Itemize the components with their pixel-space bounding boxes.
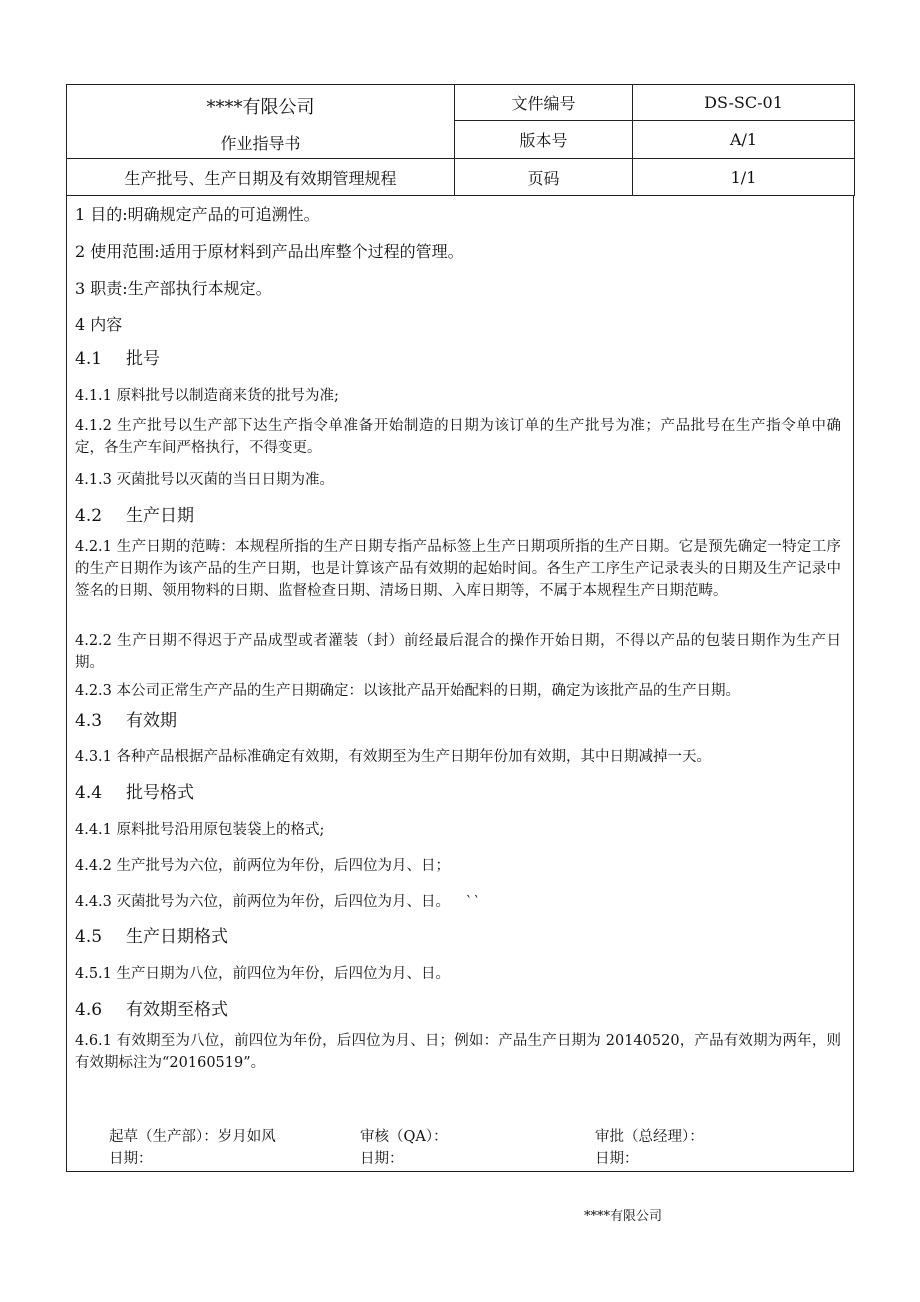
- section-title: 有效期: [126, 711, 178, 731]
- section-4-3-heading: [75, 710, 841, 732]
- version-value: A/1: [633, 121, 855, 159]
- section-4-2-heading: [75, 505, 841, 527]
- para-4-4-1: 4.4.1 原料批号沿用原包装袋上的格式;: [75, 822, 325, 838]
- header-company-cell: [67, 85, 455, 159]
- para-4-2-1: 4.2.1 生产日期的范畴：本规程所指的生产日期专指产品标签上生产日期项所指的生产日期。它是预先确定一特定工序的生产日期作为该产品的生产日期，也是计算该产品有效期的起始时间。各生产工序生产记录表头的日期及生产记录中签名的日期、领用物料的日期、监督检查日期、清场日期、入库日期等，不属于本规程生产日期范畴。: [75, 539, 841, 599]
- approve-date-label: 日期：: [595, 1151, 639, 1167]
- duty-line: 3 职责:生产部执行本规定。: [75, 279, 272, 298]
- draft-date-label: 日期：: [109, 1151, 153, 1167]
- section-number: 4.5: [75, 927, 103, 947]
- sign-approve: [595, 1126, 704, 1170]
- sign-review: [360, 1126, 448, 1170]
- sign-draft: [109, 1126, 276, 1170]
- section-number: 4.4: [75, 783, 103, 803]
- scope-line: 2 使用范围:适用于原材料到产品出库整个过程的管理。: [75, 242, 464, 261]
- approve-label: 审批（总经理）：: [595, 1129, 704, 1145]
- document-header-table: [66, 84, 855, 196]
- section-title: 生产日期格式: [126, 927, 229, 947]
- section-number: 4.2: [75, 506, 103, 526]
- company-name: ****有限公司: [206, 97, 315, 118]
- para-4-4-3-line: [75, 891, 841, 913]
- purpose-line: 1 目的:明确规定产品的可追溯性。: [75, 205, 320, 224]
- document-type: 作业指导书: [220, 134, 301, 153]
- stray-marks: ‵ ‵: [466, 894, 478, 910]
- section-4-4-heading: [75, 782, 841, 804]
- page-value: 1/1: [633, 159, 855, 196]
- section-4-5-heading: [75, 926, 841, 948]
- doc-no-label: 文件编号: [455, 85, 633, 121]
- para-4-2-2: 4.2.2 生产日期不得迟于产品成型或者灌装（封）前经最后混合的操作开始日期，不得以产品的包装日期作为生产日期。: [75, 633, 841, 671]
- review-label: 审核（QA）：: [360, 1129, 448, 1145]
- section-number: 4.1: [75, 349, 103, 369]
- para-4-5-1: 4.5.1 生产日期为八位，前四位为年份，后四位为月、日。: [75, 966, 451, 982]
- document-body: [66, 196, 854, 1172]
- section-title: 批号格式: [126, 783, 195, 803]
- draft-label: 起草（生产部）：岁月如风: [109, 1129, 276, 1145]
- para-4-2-3: 4.2.3 本公司正常生产产品的生产日期确定：以该批产品开始配料的日期，确定为该批产品的生产日期。: [75, 683, 740, 699]
- content-title: 4 内容: [75, 315, 123, 334]
- section-number: 4.3: [75, 711, 103, 731]
- para-4-3-1: 4.3.1 各种产品根据产品标准确定有效期，有效期至为生产日期年份加有效期，其中日期减掉一天。: [75, 749, 711, 765]
- section-title: 批号: [126, 349, 161, 369]
- section-number: 4.6: [75, 1000, 103, 1020]
- review-date-label: 日期：: [360, 1151, 404, 1167]
- para-4-4-3: 4.4.3 灭菌批号为六位，前两位为年份，后四位为月、日。: [75, 894, 451, 910]
- doc-no-value: DS-SC-01: [633, 85, 855, 121]
- page-label: 页码: [455, 159, 633, 196]
- section-title: 生产日期: [126, 506, 195, 526]
- para-4-1-1: 4.1.1 原料批号以制造商来货的批号为准;: [75, 388, 339, 404]
- section-4-1-heading: [75, 348, 841, 370]
- para-4-1-3: 4.1.3 灭菌批号以灭菌的当日日期为准。: [75, 472, 335, 488]
- document-title: 生产批号、生产日期及有效期管理规程: [67, 159, 455, 196]
- para-4-4-2: 4.4.2 生产批号为六位，前两位为年份，后四位为月、日；: [75, 858, 451, 874]
- section-title: 有效期至格式: [126, 1000, 229, 1020]
- footer-company: ****有限公司: [584, 1209, 663, 1224]
- para-4-6-1: 4.6.1 有效期至为八位，前四位为年份，后四位为月、日；例如：产品生产日期为 20140520，产品有效期为两年，则有效期标注为“20160519”。: [75, 1033, 841, 1071]
- section-4-6-heading: [75, 999, 841, 1021]
- version-label: 版本号: [455, 121, 633, 159]
- para-4-1-2: 4.1.2 生产批号以生产部下达生产指令单准备开始制造的日期为该订单的生产批号为准；产品批号在生产指令单中确定，各生产车间严格执行，不得变更。: [75, 418, 841, 456]
